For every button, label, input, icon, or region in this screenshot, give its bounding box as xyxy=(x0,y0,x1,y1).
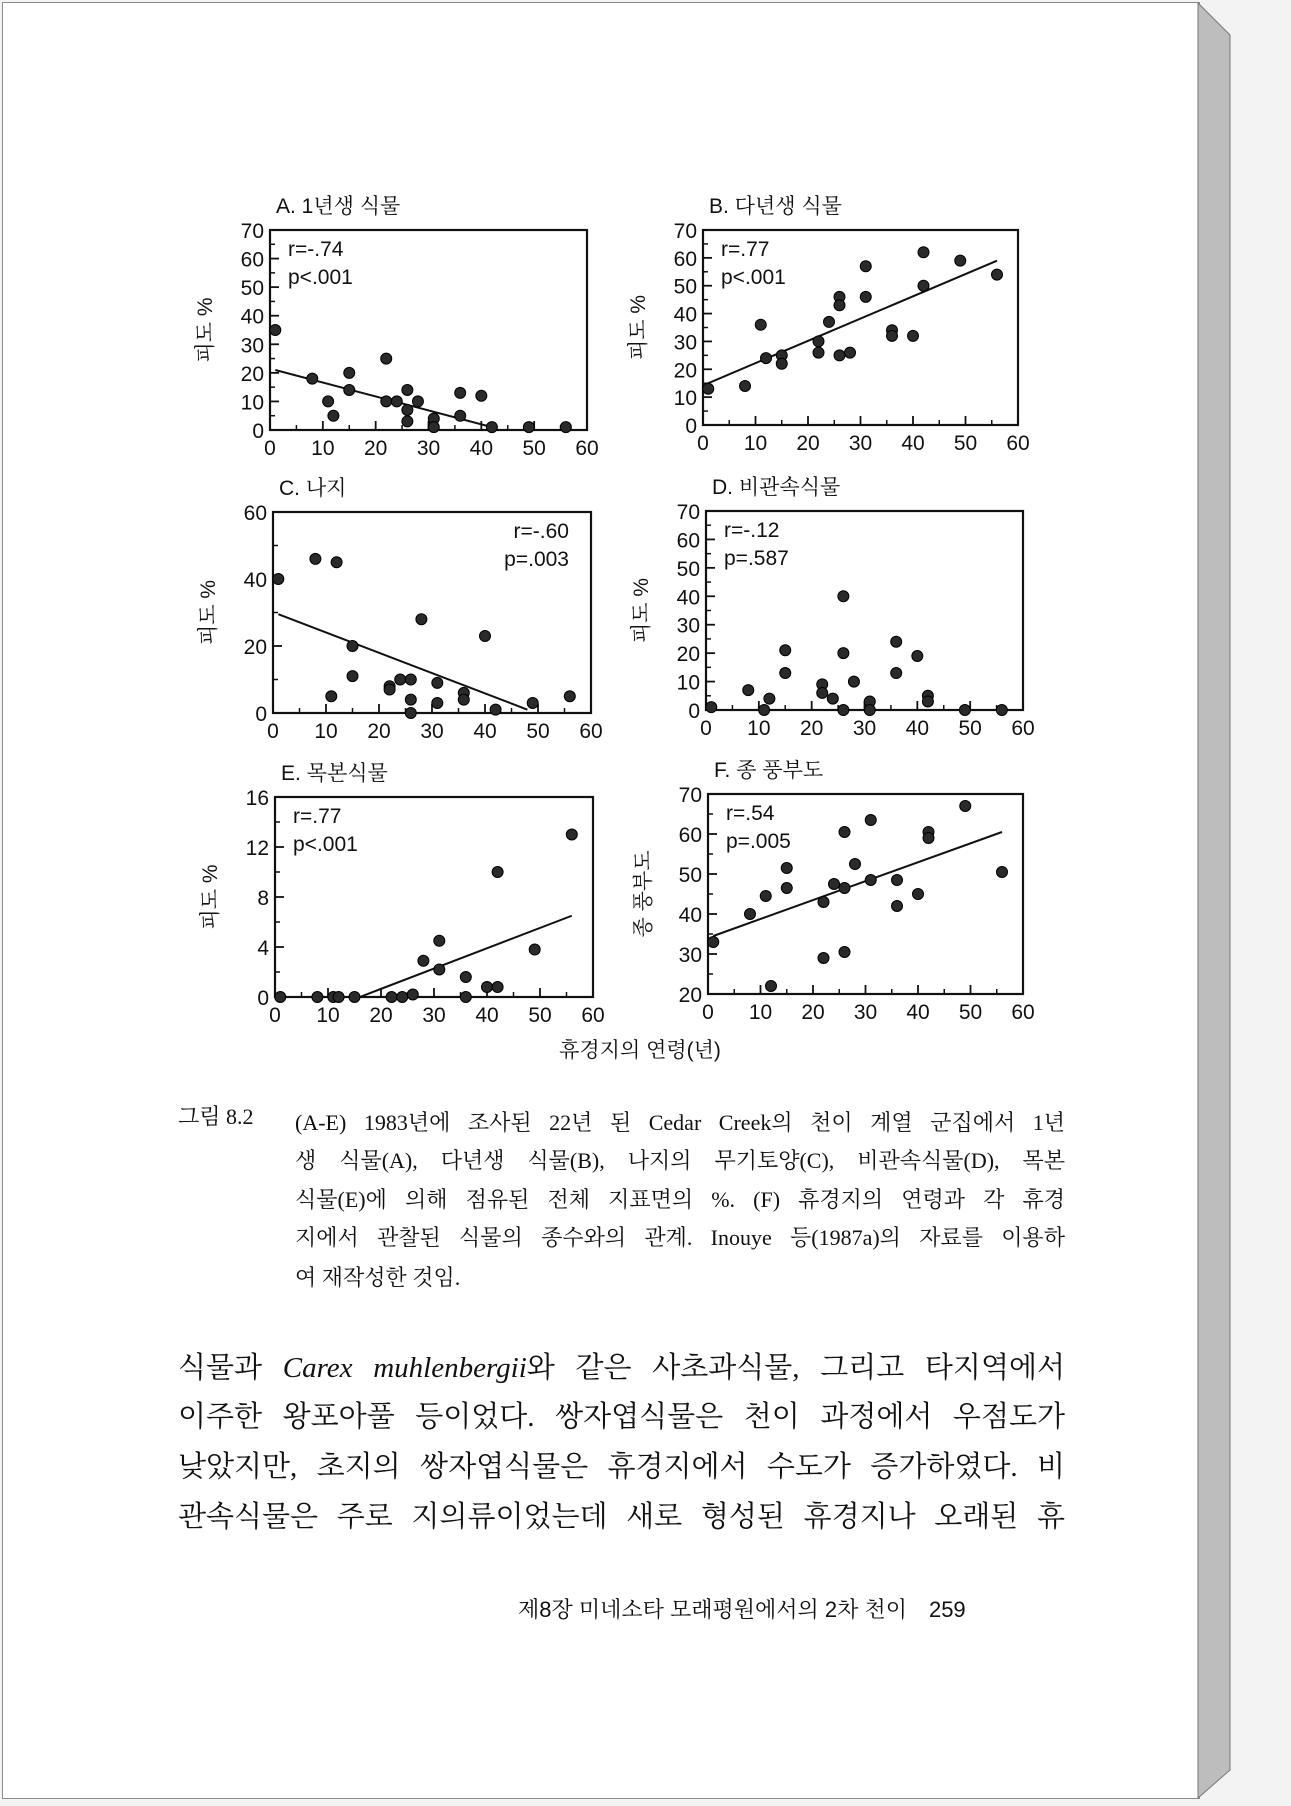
data-point xyxy=(908,330,919,341)
data-point xyxy=(564,691,575,702)
data-point xyxy=(740,381,751,392)
x-tick-label: 0 xyxy=(697,432,709,455)
y-tick-label: 0 xyxy=(252,420,264,443)
x-tick-label: 0 xyxy=(702,1001,714,1024)
data-point xyxy=(706,702,717,713)
data-point xyxy=(405,708,416,719)
x-tick-label: 30 xyxy=(853,1001,878,1024)
chart-title: D. 비관속식물 xyxy=(712,476,841,499)
y-tick-label: 60 xyxy=(676,529,700,553)
data-point xyxy=(760,891,771,902)
data-point xyxy=(745,909,756,920)
data-point xyxy=(560,422,571,433)
x-tick-label: 20 xyxy=(796,432,820,455)
x-tick-label: 50 xyxy=(958,1001,983,1024)
data-point xyxy=(566,829,577,840)
body-text: 식물과 xyxy=(178,1352,283,1384)
data-point xyxy=(918,247,929,258)
data-point xyxy=(922,696,933,707)
p-value: p<.001 xyxy=(288,266,353,289)
x-tick-label: 50 xyxy=(522,437,546,460)
y-tick-label: 50 xyxy=(240,277,264,301)
data-point xyxy=(834,300,845,311)
data-point xyxy=(347,641,358,652)
data-point xyxy=(328,410,339,421)
x-tick-label: 40 xyxy=(906,1001,930,1024)
x-tick-label: 10 xyxy=(316,1004,340,1027)
data-point xyxy=(381,353,392,364)
data-point xyxy=(402,385,413,396)
data-point xyxy=(405,674,416,685)
y-axis-label: 피도 % xyxy=(197,579,220,646)
y-tick-label: 30 xyxy=(673,331,697,355)
correlation-coefficient: r=.77 xyxy=(293,805,342,828)
y-tick-label: 16 xyxy=(245,787,269,810)
data-point xyxy=(460,992,471,1003)
chart-title: B. 다년생 식물 xyxy=(709,195,842,218)
data-point xyxy=(860,291,871,302)
data-point xyxy=(834,350,845,361)
y-tick-label: 0 xyxy=(255,703,267,726)
data-point xyxy=(323,396,334,407)
p-value: p=.005 xyxy=(726,830,791,853)
x-tick-label: 0 xyxy=(264,437,276,460)
species-name: Carex muhlenbergii xyxy=(282,1352,527,1384)
data-point xyxy=(381,396,392,407)
y-tick-label: 30 xyxy=(240,334,264,358)
y-tick-label: 12 xyxy=(245,837,269,860)
x-tick-label: 30 xyxy=(852,717,877,740)
x-tick-label: 60 xyxy=(1011,1001,1035,1024)
data-point xyxy=(331,557,342,568)
data-point xyxy=(838,591,849,602)
data-point xyxy=(818,897,829,908)
x-tick-label: 60 xyxy=(575,437,599,460)
x-tick-label: 60 xyxy=(1011,717,1035,740)
data-point xyxy=(892,875,903,886)
x-tick-label: 10 xyxy=(748,1001,773,1024)
data-point xyxy=(743,685,754,696)
x-tick-label: 30 xyxy=(848,432,873,455)
data-point xyxy=(480,630,491,641)
data-point xyxy=(887,330,898,341)
data-point xyxy=(892,901,903,912)
x-tick-label: 10 xyxy=(314,720,338,743)
x-tick-label: 20 xyxy=(801,1001,825,1024)
y-tick-label: 4 xyxy=(257,937,269,960)
data-point xyxy=(817,687,828,698)
chart-title: F. 종 풍부도 xyxy=(714,759,824,782)
data-point xyxy=(864,705,875,716)
data-point xyxy=(275,992,286,1003)
p-value: p<.001 xyxy=(293,833,358,856)
data-point xyxy=(391,396,402,407)
data-point xyxy=(764,693,775,704)
data-point xyxy=(347,671,358,682)
data-point xyxy=(344,385,355,396)
data-point xyxy=(813,336,824,347)
data-point xyxy=(270,325,281,336)
running-head: 제8장 미네소타 모래평원에서의 2차 천이 xyxy=(518,1597,907,1622)
data-point xyxy=(839,883,850,894)
data-point xyxy=(818,953,829,964)
data-point xyxy=(838,648,849,659)
x-tick-label: 40 xyxy=(473,720,497,743)
data-point xyxy=(407,989,418,1000)
caption-line: 생 식물(A), 다년생 식물(B), 나지의 무기토양(C), 비관속식물(D), 목본 xyxy=(295,1148,1065,1173)
data-point xyxy=(813,347,824,358)
x-tick-label: 0 xyxy=(700,717,712,740)
page-footer xyxy=(518,1593,966,1624)
x-tick-label: 60 xyxy=(1006,432,1030,455)
regression-line xyxy=(360,916,572,997)
y-tick-label: 70 xyxy=(673,220,697,243)
x-tick-label: 0 xyxy=(267,720,279,743)
x-tick-label: 10 xyxy=(743,432,768,455)
y-tick-label: 20 xyxy=(240,362,264,386)
y-tick-label: 20 xyxy=(676,643,700,667)
x-tick-label: 20 xyxy=(799,717,824,740)
data-point xyxy=(402,405,413,416)
data-point xyxy=(434,935,445,946)
x-tick-label: 60 xyxy=(581,1004,605,1027)
p-value: p<.001 xyxy=(721,266,786,289)
data-point xyxy=(781,863,792,874)
caption-line: 식물(E)에 의해 점유된 전체 지표면의 %. (F) 휴경지의 연령과 각 휴경 xyxy=(295,1187,1065,1212)
data-point xyxy=(913,889,924,900)
data-point xyxy=(349,992,360,1003)
x-tick-label: 10 xyxy=(747,717,771,740)
x-tick-label: 30 xyxy=(416,437,441,460)
x-tick-label: 60 xyxy=(579,720,603,743)
correlation-coefficient: r=-.12 xyxy=(724,519,780,542)
y-tick-label: 50 xyxy=(678,864,702,887)
y-tick-label: 10 xyxy=(676,671,700,695)
y-tick-label: 0 xyxy=(688,700,700,723)
x-tick-label: 30 xyxy=(420,720,444,743)
data-point xyxy=(838,705,849,716)
x-tick-label: 0 xyxy=(269,1004,281,1027)
data-point xyxy=(397,992,408,1003)
chart-title: E. 목본식물 xyxy=(281,762,388,785)
data-point xyxy=(997,867,1008,878)
y-tick-label: 8 xyxy=(257,887,269,910)
data-point xyxy=(829,879,840,890)
data-point xyxy=(395,674,406,685)
data-point xyxy=(839,827,850,838)
data-point xyxy=(460,972,471,983)
chart-title: C. 나지 xyxy=(279,477,347,500)
correlation-coefficient: r=.77 xyxy=(721,238,770,261)
data-point xyxy=(523,422,534,433)
x-tick-label: 50 xyxy=(526,720,550,743)
data-point xyxy=(486,422,497,433)
data-point xyxy=(761,353,772,364)
y-tick-label: 20 xyxy=(673,359,697,383)
data-point xyxy=(482,982,493,993)
x-tick-label: 50 xyxy=(528,1004,552,1027)
data-point xyxy=(312,992,323,1003)
p-value: p=.587 xyxy=(724,547,789,570)
data-point xyxy=(434,964,445,975)
correlation-coefficient: r=-.60 xyxy=(513,520,569,543)
caption-line: 여 재작성한 것임. xyxy=(295,1265,461,1290)
body-text-line: 관속식물은 주로 지의류이었는데 새로 형성된 휴경지나 오래된 휴 xyxy=(178,1501,1065,1533)
data-point xyxy=(891,668,902,679)
shared-x-axis-label: 휴경지의 연령(년) xyxy=(559,1039,721,1062)
body-text: 와 같은 사초과식물, 그리고 타지역에서 xyxy=(526,1352,1065,1384)
y-tick-label: 10 xyxy=(673,387,697,411)
correlation-coefficient: r=.54 xyxy=(726,802,775,825)
caption-label: 그림 8.2 xyxy=(178,1104,254,1129)
data-point xyxy=(273,574,284,585)
y-tick-label: 50 xyxy=(676,557,700,581)
caption-line: 지에서 관찰된 식물의 종수와의 관계. Inouye 등(1987a)의 자료를 이용하 xyxy=(295,1225,1065,1250)
data-point xyxy=(492,982,503,993)
data-point xyxy=(418,955,429,966)
data-point xyxy=(344,367,355,378)
y-tick-label: 40 xyxy=(678,904,702,927)
data-point xyxy=(432,697,443,708)
data-point xyxy=(923,833,934,844)
data-point xyxy=(527,697,538,708)
x-tick-label: 40 xyxy=(469,437,494,460)
data-point xyxy=(955,255,966,266)
x-tick-label: 40 xyxy=(475,1004,499,1027)
body-text-line: 낮았지만, 초지의 쌍자엽식물은 휴경지에서 수도가 증가하였다. 비 xyxy=(178,1451,1065,1483)
data-point xyxy=(492,867,503,878)
data-point xyxy=(326,691,337,702)
data-point xyxy=(839,947,850,958)
data-point xyxy=(848,676,859,687)
y-axis-label: 피도 % xyxy=(194,297,217,363)
data-point xyxy=(850,859,861,870)
y-tick-label: 20 xyxy=(243,636,267,659)
data-point xyxy=(996,705,1007,716)
regression-line xyxy=(278,614,527,709)
y-axis-label: 피도 % xyxy=(199,864,222,930)
data-point xyxy=(824,316,835,327)
data-point xyxy=(959,705,970,716)
data-point xyxy=(386,992,397,1003)
data-point xyxy=(865,875,876,886)
p-value: p=.003 xyxy=(504,548,569,571)
y-tick-label: 60 xyxy=(243,502,267,525)
y-axis-label: 피도 % xyxy=(627,294,650,361)
data-point xyxy=(755,319,766,330)
x-tick-label: 40 xyxy=(901,432,925,455)
x-tick-label: 50 xyxy=(958,717,982,740)
data-point xyxy=(529,944,540,955)
data-point xyxy=(860,261,871,272)
data-point xyxy=(405,694,416,705)
page-number: 259 xyxy=(928,1597,966,1622)
y-tick-label: 60 xyxy=(678,824,702,847)
y-tick-label: 60 xyxy=(240,248,264,272)
data-point xyxy=(759,705,770,716)
y-tick-label: 30 xyxy=(676,614,700,638)
body-text-line: 이주한 왕포아풀 등이었다. 쌍자엽식물은 천이 과정에서 우점도가 xyxy=(178,1401,1065,1433)
x-tick-label: 30 xyxy=(422,1004,446,1027)
x-tick-label: 40 xyxy=(905,717,930,740)
data-point xyxy=(708,937,719,948)
data-point xyxy=(307,373,318,384)
x-tick-label: 10 xyxy=(311,437,335,460)
x-tick-label: 20 xyxy=(369,1004,393,1027)
y-tick-label: 60 xyxy=(673,247,697,271)
y-tick-label: 70 xyxy=(678,784,702,807)
data-point xyxy=(476,390,487,401)
data-point xyxy=(845,347,856,358)
data-point xyxy=(333,992,344,1003)
data-point xyxy=(416,614,427,625)
data-point xyxy=(402,416,413,427)
x-tick-label: 50 xyxy=(953,432,978,455)
data-point xyxy=(310,553,321,564)
data-point xyxy=(412,396,423,407)
correlation-coefficient: r=-.74 xyxy=(288,238,344,261)
y-tick-label: 40 xyxy=(243,569,267,592)
data-point xyxy=(992,269,1003,280)
y-axis-label: 종 풍부도 xyxy=(632,850,655,938)
data-point xyxy=(490,704,501,715)
data-point xyxy=(455,387,466,398)
caption-line: (A-E) 1983년에 조사된 22년 된 Cedar Creek의 천이 계열 군집에서 1년 xyxy=(295,1110,1065,1135)
data-point xyxy=(428,422,439,433)
y-tick-label: 10 xyxy=(240,391,264,415)
chart-title: A. 1년생 식물 xyxy=(276,195,401,218)
x-tick-label: 20 xyxy=(367,720,391,743)
y-tick-label: 0 xyxy=(685,415,697,438)
y-tick-label: 30 xyxy=(678,944,702,967)
data-point xyxy=(703,383,714,394)
data-point xyxy=(891,636,902,647)
y-tick-label: 50 xyxy=(673,275,697,299)
body-text-line xyxy=(178,1345,1065,1386)
data-point xyxy=(384,684,395,695)
data-point xyxy=(912,650,923,661)
data-point xyxy=(827,693,838,704)
y-tick-label: 40 xyxy=(676,586,700,610)
data-point xyxy=(776,358,787,369)
data-point xyxy=(458,694,469,705)
y-tick-label: 20 xyxy=(678,984,702,1007)
data-point xyxy=(780,645,791,656)
y-tick-label: 70 xyxy=(676,501,700,524)
data-point xyxy=(865,815,876,826)
data-point xyxy=(960,801,971,812)
y-tick-label: 40 xyxy=(240,305,264,329)
data-point xyxy=(455,410,466,421)
y-tick-label: 0 xyxy=(257,987,269,1010)
data-point xyxy=(432,677,443,688)
data-point xyxy=(766,981,777,992)
x-tick-label: 20 xyxy=(363,437,388,460)
data-point xyxy=(780,668,791,679)
data-point xyxy=(918,280,929,291)
y-tick-label: 40 xyxy=(673,303,697,327)
y-tick-label: 70 xyxy=(240,220,264,243)
data-point xyxy=(781,883,792,894)
y-axis-label: 피도 % xyxy=(630,577,653,644)
